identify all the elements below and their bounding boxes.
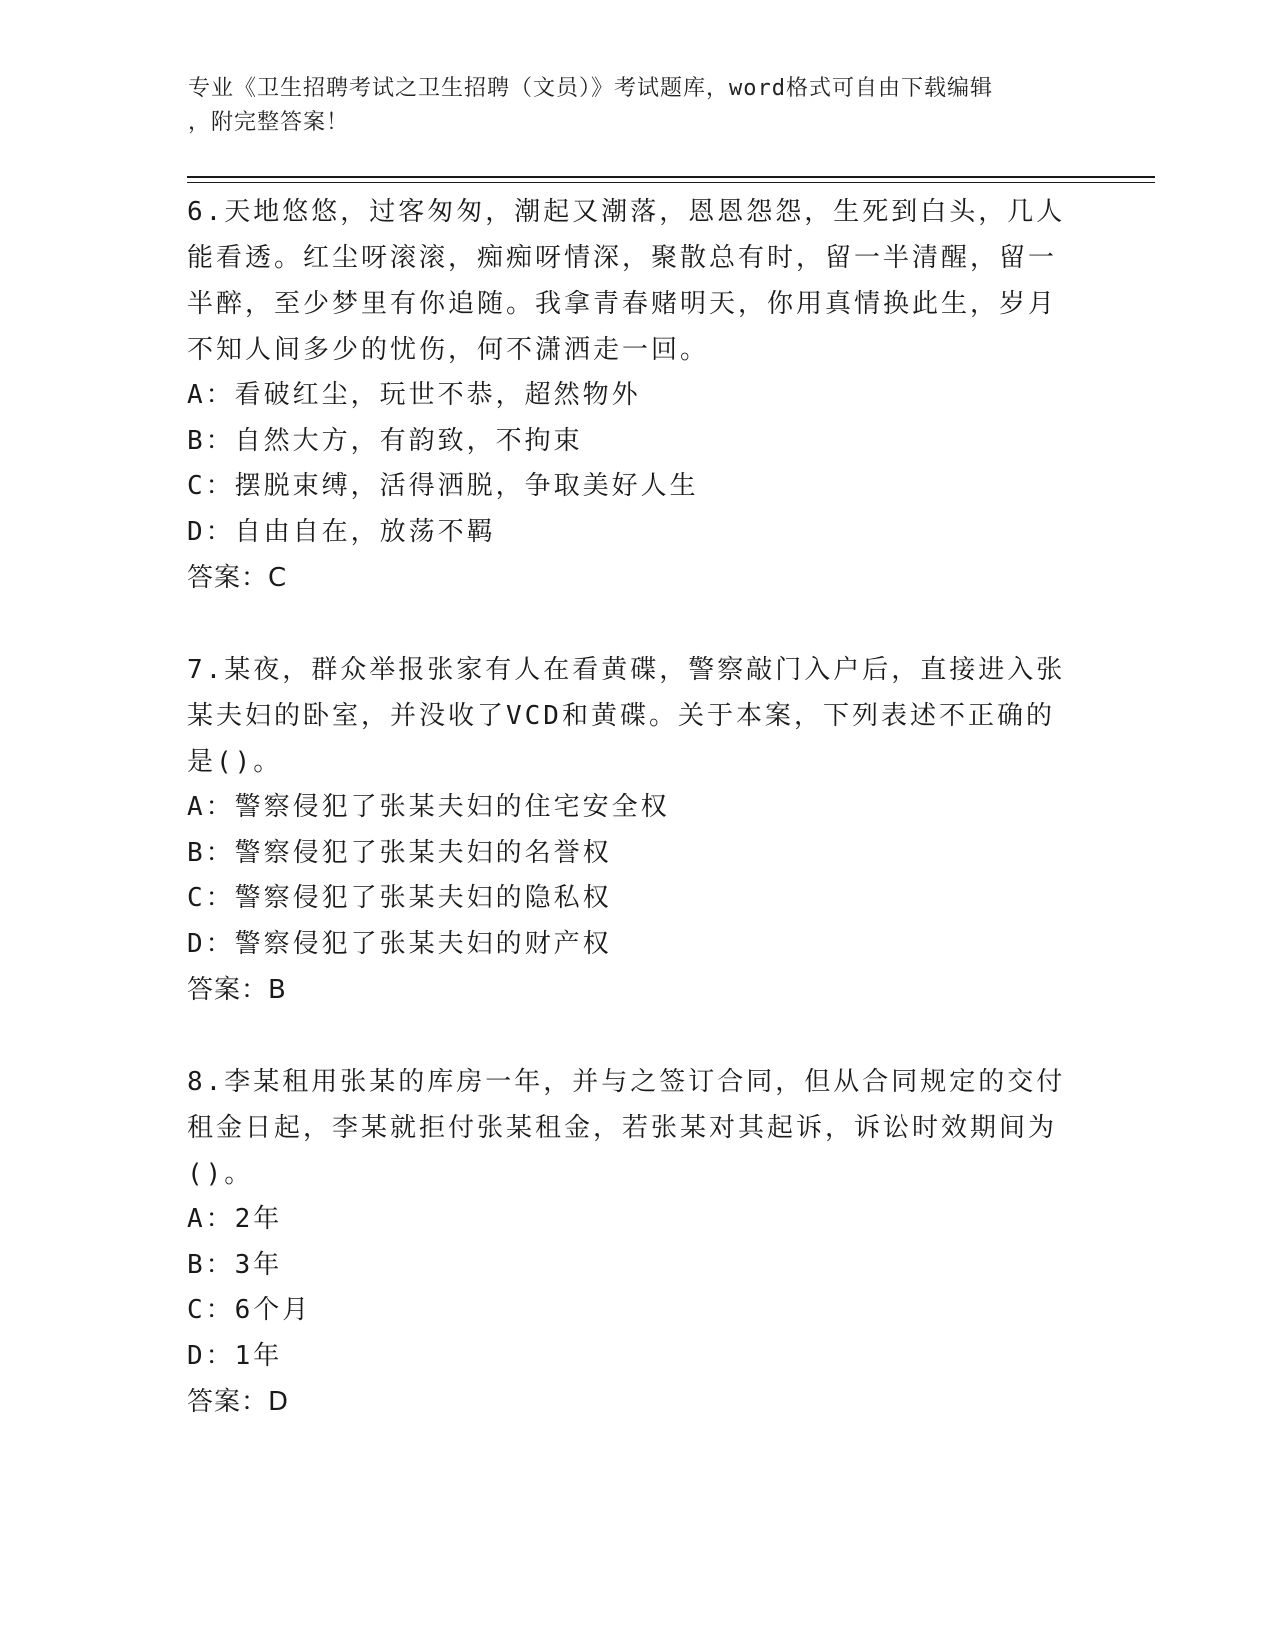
stem-line: 7.某夜，群众举报张家有人在看黄碟，警察敲门入户后，直接进入张 xyxy=(187,655,1066,685)
option-c: C：6个月 xyxy=(187,1295,312,1325)
stem-line: 能看透。红尘呀滚滚，痴痴呀情深，聚散总有时，留一半清醒，留一 xyxy=(187,243,1058,273)
answer-line: 答案：D xyxy=(187,1387,290,1417)
stem-line: 是()。 xyxy=(187,747,283,777)
option-a: A：2年 xyxy=(187,1204,283,1234)
question-stem xyxy=(187,1059,1067,1197)
option-d: D：1年 xyxy=(187,1340,283,1371)
stem-line: 6.天地悠悠，过客匆匆，潮起又潮落，恩恩怨怨，生死到白头，几人 xyxy=(187,197,1066,227)
option-a: A：警察侵犯了张某夫妇的住宅安全权 xyxy=(187,792,670,822)
option-c: C：警察侵犯了张某夫妇的隐私权 xyxy=(187,883,612,913)
question-list xyxy=(187,189,1067,1471)
question-stem xyxy=(187,647,1067,785)
header-line-2: ，附完整答案！ xyxy=(188,110,350,135)
option-b: B：警察侵犯了张某夫妇的名誉权 xyxy=(187,837,612,868)
stem-line: 半醉，至少梦里有你追随。我拿青春赌明天，你用真情换此生，岁月 xyxy=(187,289,1058,319)
stem-line: ()。 xyxy=(187,1159,254,1189)
stem-line: 某夫妇的卧室，并没收了VCD和黄碟。关于本案，下列表述不正确的 xyxy=(187,701,1055,731)
question-6 xyxy=(187,189,1067,601)
option-d: D：自由自在，放荡不羁 xyxy=(187,516,496,547)
header-line-1: 专业《卫生招聘考试之卫生招聘（文员）》考试题库，word格式可自由下载编辑 xyxy=(188,76,993,101)
option-c: C：摆脱束缚，活得洒脱，争取美好人生 xyxy=(187,471,699,501)
question-stem xyxy=(187,189,1067,373)
answer-line: 答案：C xyxy=(187,563,288,593)
option-b: B：自然大方，有韵致，不拘束 xyxy=(187,425,583,456)
stem-line: 不知人间多少的忧伤，何不潇洒走一回。 xyxy=(187,335,710,365)
stem-line: 8.李某租用张某的库房一年，并与之签订合同，但从合同规定的交付 xyxy=(187,1067,1066,1097)
stem-line: 租金日起，李某就拒付张某租金，若张某对其起诉，诉讼时效期间为 xyxy=(187,1113,1058,1143)
header-divider-thick xyxy=(187,176,1155,178)
document-header xyxy=(188,72,1068,140)
question-7 xyxy=(187,647,1067,1013)
option-a: A：看破红尘，玩世不恭，超然物外 xyxy=(187,380,641,410)
answer-line: 答案：B xyxy=(187,975,287,1005)
option-d: D：警察侵犯了张某夫妇的财产权 xyxy=(187,928,612,959)
option-b: B：3年 xyxy=(187,1249,283,1280)
question-8 xyxy=(187,1059,1067,1425)
header-divider-thin xyxy=(187,182,1155,183)
